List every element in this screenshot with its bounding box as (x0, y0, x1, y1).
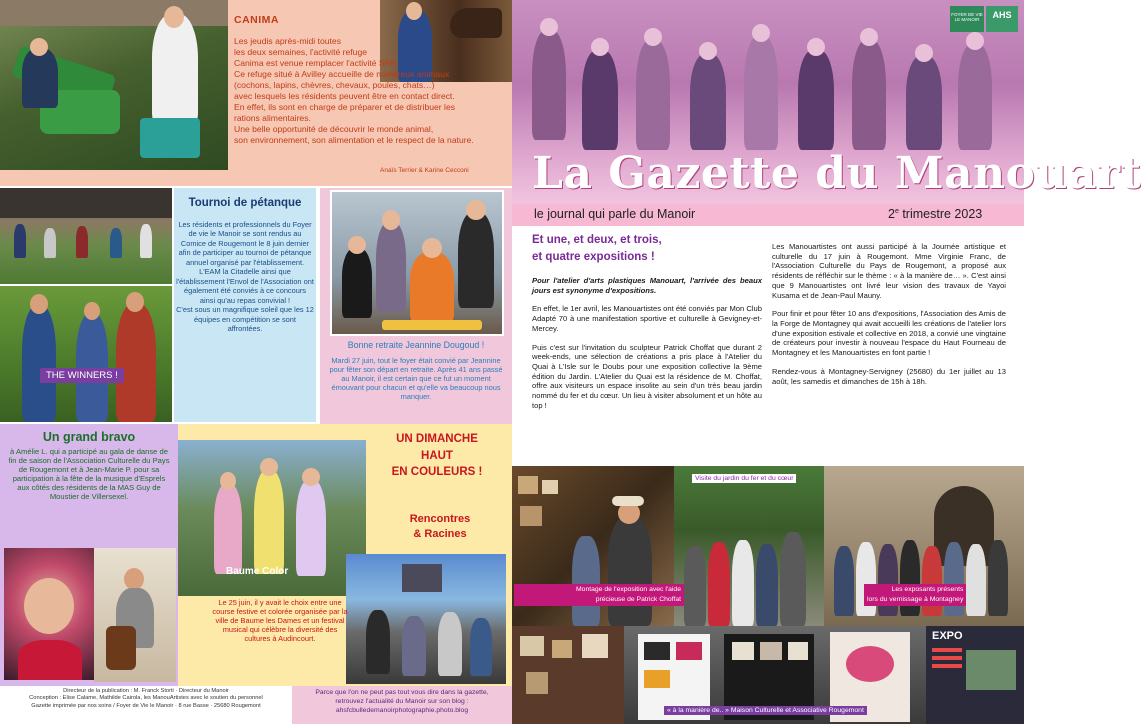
petanque-title: Tournoi de pétanque (188, 197, 302, 209)
racines-line: & Racines (413, 527, 467, 540)
dimanche-title-line: UN DIMANCHE (396, 433, 478, 445)
jardin-visit-photo (674, 466, 824, 626)
article-column-1 (532, 276, 762, 420)
expositions-title-line: et quatre expositions ! (532, 251, 655, 264)
rencontres-racines-title (380, 512, 500, 542)
bravo-dancer-photo (4, 548, 96, 680)
publication-credits (0, 686, 292, 724)
canima-credit: Anaïs Terrier & Karine Cecconi (380, 167, 469, 174)
dimanche-text: Le 25 juin, il y avait le choix entre une course festive et colorée organisée par la ville de Baume les Dames et un festival musical qui célèbre la diversité des cultures à Audincourt. (212, 598, 348, 643)
canima-line: avec lesquels les résidents peuvent être en contact direct. (234, 91, 455, 101)
caption-exposants (864, 584, 966, 606)
petanque-paragraph: L'EAM la Citadelle ainsi que l'établissement l'Envol de l'Association ont également été conviés à ce concours ainsi qu'au repas convivial ! (176, 267, 314, 305)
blog-line: Parce que l'on ne peut pas tout vous dire dans la gazette, (315, 689, 489, 696)
article-column-2 (772, 242, 1006, 395)
dimanche-title (366, 431, 508, 481)
caption-exposants-line: lors du vernissage à Montagney (867, 595, 964, 603)
canima-line: rations alimentaires. (234, 113, 311, 123)
ahs-logo: AHS (986, 6, 1018, 32)
credits-line: Conception : Elise Calame, Mathilde Cairola, les ManouArtistes avec le soutien du personnel (29, 695, 263, 702)
caption-maniere: « à la manière de.. » Maison Culturelle et Associative Rougemont (664, 706, 867, 715)
canima-line: Canima est venue remplacer l'activité SPA. (234, 58, 398, 68)
expositions-title-line: Et une, et deux, et trois, (532, 234, 662, 246)
issue-period (888, 207, 982, 221)
bravo-text: à Amélie L. qui a participé au gala de danse de fin de saison de l'Association Culturelle du Pays de Rougemont et à Jean-Marie P. pour sa participation à la fête de la musique d'Esprels aux côtés des résidents de la MAS Guy de Moustier de Villersexel. (8, 447, 170, 501)
issue-number: 2 (888, 207, 895, 221)
petanque-paragraph: Les résidents et professionnels du Foyer de vie le Manoir se sont rendus au Comice de Rougemont le 8 juin dernier afin de participer au tournoi de pétanque annuel organisé par l'établissement. (178, 220, 312, 267)
atelier-wall-photo (512, 626, 624, 724)
article-paragraph: En effet, le 1er avril, les Manouartistes ont été conviés par Mon Club Adapté 70 à une manifestation sportive et culturelle à Gevigney-et-Mercey. (532, 304, 762, 333)
canima-title: CANIMA (234, 14, 279, 26)
retraite-photo (330, 190, 504, 336)
gazette-subtitle: le journal qui parle du Manoir (534, 207, 696, 221)
canima-line: Ce refuge situé à Avilley accueille de nombreux animaux (234, 69, 450, 79)
expo-poster-title: EXPO (932, 630, 963, 642)
baume-color-label: Baume Color (226, 566, 289, 577)
retraite-text: Mardi 27 juin, tout le foyer était convié par Jeannine pour fêter son départ en retraite. Après 41 ans passé au Manoir, il est certain que ce fut un moment émouvant pour chacun et qu'elle va beaucoup nous manquer. (329, 356, 503, 401)
blog-line: retrouvez l'actualité du Manoir sur son blog : (335, 697, 469, 705)
article-paragraph: Les Manouartistes ont aussi participé à la Journée artistique et culturelle du 17 juin à Rougemont. Mme Virginie Franc, de l'Association Culturelle du Pays de Rougemont, a proposé aux résidents de réfléchir sur le thème : « à la manière de… ». C'est ainsi que 9 Manouartistes ont livré leur vision des travaux de Yayoi Kusama et de Jean-Paul Mauny. (772, 242, 1006, 300)
bravo-drummer-photo (94, 548, 176, 682)
blog-note (292, 686, 512, 724)
dimanche-title-part: EN (391, 466, 411, 479)
caption-montage-line: précieuse de Patrick Choffat (595, 595, 681, 603)
article-paragraph: Rendez-vous à Montagney-Servigney (25680) du 1er juillet au 13 août, les samedis et dimanches de 15h à 18h. (772, 366, 1006, 386)
caption-montage-line: Montage de l'exposition avec l'aide (576, 586, 681, 593)
caption-exposants-line: Les exposants présents (891, 586, 964, 593)
racines-photo (346, 554, 506, 684)
petanque-crowd-photo (0, 188, 172, 284)
petanque-winners-photo (0, 286, 172, 422)
article-paragraph: Puis c'est sur l'invitation du sculpteur Patrick Choffat que durant 2 week-ends, une sélection de créations a pris place à l'Atelier du Quai à L'Isle sur le Doubs pour une exposition collective la 9ème édition du Jardin. L'Atelier du Quai est la résidence de M. Choffat, offre aux visiteurs un espace insolite au sein d'un très beau jardin nommé du fer et du cœur. Un lieu à visiter absolument et un hôte au top ! (532, 342, 762, 410)
dimanche-title-line (366, 464, 508, 481)
canima-line: son environnement, son alimentation et le respect de la nature. (234, 135, 474, 145)
canima-article (234, 14, 506, 146)
dimanche-title-part: ! (475, 466, 483, 479)
foyer-logo: FOYER DE VIE LE MANOIR (950, 6, 984, 32)
canima-line: (cochons, lapins, chèvres, chevaux, poules, chats…) (234, 80, 435, 90)
rencontres-line: Rencontres (409, 513, 471, 525)
expositions-title (532, 232, 762, 267)
blog-url: ahsfcbulledemanoirphotographie.photo.blog (335, 706, 469, 714)
gazette-title: La Gazette du Manouart (532, 148, 1141, 199)
article-lead: Pour l'atelier d'arts plastiques Manouart, l'arrivée des beaux jours est synonyme d'expositions. (532, 276, 762, 295)
caption-montage (514, 584, 684, 606)
petanque-paragraph: C'est sous un magnifique soleil que les 12 équipes en compétition se sont affrontées. (176, 305, 314, 334)
caption-jardin: Visite du jardin du fer et du cœur (692, 474, 796, 483)
canima-line: les deux semaines, l'activité refuge (234, 47, 368, 57)
expo-poster (926, 626, 1024, 724)
dimanche-title-line: HAUT (421, 449, 453, 462)
petanque-article (176, 220, 314, 334)
article-paragraph: Pour finir et pour fêter 10 ans d'expositions, l'Association des Amis de la Forge de Montagney qui avait accueilli les créations de l'atelier lors d'une exposition estivale et collective en 2018, a convié une vingtaine de créateurs pour investir à nouveau l'espace du Haut Fourneau de Montagney et les Manouartistes en font partie ! (772, 309, 1006, 358)
credits-line: Gazette imprimée par nos soins / Foyer de Vie le Manoir · 8 rue Basse · 25680 Rougemont (31, 702, 261, 709)
credits-line: Directeur de la publication : M. Franck Storti · Directeur du Manoir (63, 688, 229, 694)
canima-line: Une belle opportunité de découvrir le monde animal, (234, 124, 434, 134)
dimanche-title-colored: COULEURS (410, 466, 476, 479)
issue-rest: trimestre 2023 (898, 207, 983, 221)
bravo-title: Un grand bravo (42, 430, 136, 444)
canima-photo (0, 0, 228, 170)
issue-suffix: e (894, 207, 899, 215)
retraite-title: Bonne retraite Jeannine Dougoud ! (347, 340, 485, 350)
winners-label: THE WINNERS ! (40, 368, 124, 383)
canima-line: En effet, ils sont en charge de préparer et de distribuer les (234, 102, 456, 112)
canima-line: Les jeudis après-midi toutes (234, 36, 341, 46)
